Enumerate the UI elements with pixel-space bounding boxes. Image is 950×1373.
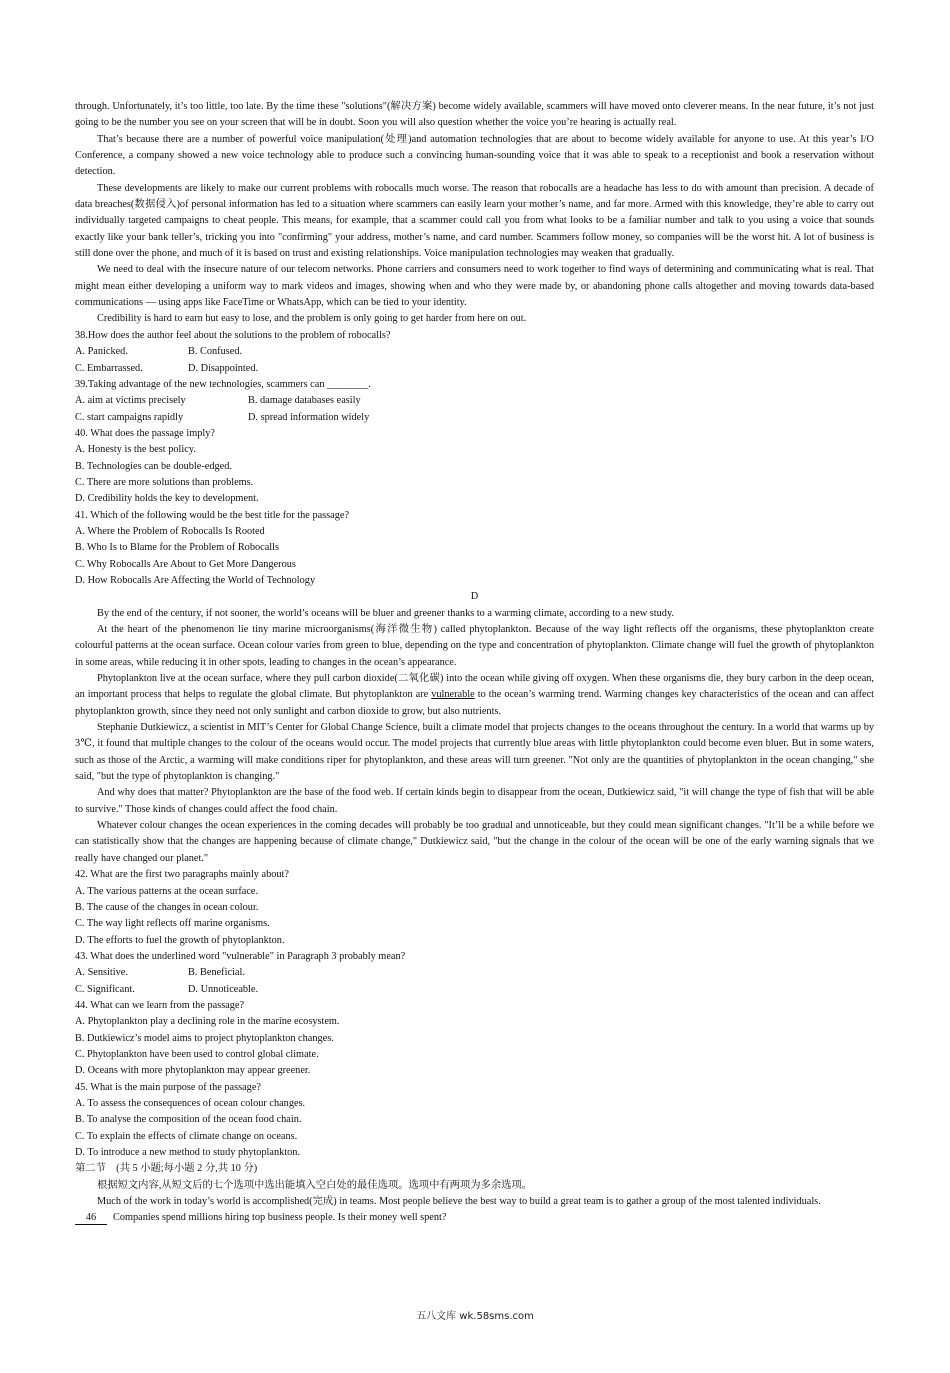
question-39-stem: 39.Taking advantage of the new technologies, scammers can ________. bbox=[75, 378, 371, 390]
q44-option-c[interactable]: C. Phytoplankton have been used to control global climate. bbox=[75, 1048, 319, 1060]
q43-option-c[interactable]: C. Significant. bbox=[75, 983, 135, 995]
q42-option-a[interactable]: A. The various patterns at the ocean surface. bbox=[75, 885, 259, 897]
q42-option-d[interactable]: D. The efforts to fuel the growth of phytoplankton. bbox=[75, 934, 285, 946]
passage-e-text: Companies spend millions hiring top business people. Is their money well spent? bbox=[113, 1212, 447, 1224]
question-38-options-row bbox=[75, 344, 874, 360]
underlined-word-vulnerable: vulnerable bbox=[431, 689, 475, 701]
q38-option-c[interactable]: C. Embarrassed. bbox=[75, 362, 143, 374]
question-41-stem: 41. Which of the following would be the best title for the passage? bbox=[75, 509, 350, 521]
passage-d-paragraph-3 bbox=[75, 671, 874, 720]
passage-d-paragraph-6: Whatever colour changes the ocean experiences in the coming decades will probably be too gradual and unnoticeable, but they could mean significant changes. "It’ll be a while before we can statistically show that the changes are happening because of climate change," Dutkiewicz said, "but the change in the colour of the ocean will be one of the early warning signals that we really have changed our planet." bbox=[75, 820, 874, 864]
q44-option-a[interactable]: A. Phytoplankton play a declining role in the marine ecosystem. bbox=[75, 1016, 340, 1028]
question-44-stem: 44. What can we learn from the passage? bbox=[75, 999, 245, 1011]
question-38-stem: 38.How does the author feel about the solutions to the problem of robocalls? bbox=[75, 329, 391, 341]
question-39-options-row bbox=[75, 410, 874, 426]
q39-option-b[interactable]: B. damage databases easily bbox=[248, 395, 361, 407]
q43-option-d[interactable]: D. Unnoticeable. bbox=[188, 983, 259, 995]
question-40-stem: 40. What does the passage imply? bbox=[75, 427, 215, 439]
q45-option-d[interactable]: D. To introduce a new method to study phytoplankton. bbox=[75, 1147, 301, 1158]
document-page bbox=[75, 99, 874, 1227]
q41-option-d[interactable]: D. How Robocalls Are Affecting the World of Technology bbox=[75, 574, 316, 586]
passage-d-paragraph-2: At the heart of the phenomenon lie tiny marine microorganisms(海洋微生物) called phytoplankton. Because of the way light reflects off the organisms, these phytoplankton create colourful patterns at the ocean surface. Ocean colour varies from green to blue, depending on the type and concentration of phytoplankton. Climate change will fuel the growth of phytoplankton in some areas, while reducing it in other spots, leading to changes in the ocean’s appearance. bbox=[75, 624, 874, 668]
passage-d-paragraph-4: Stephanie Dutkiewicz, a scientist in MIT’s Center for Global Change Science, built a climate model that projects changes to the oceans throughout the century. In a world that warms up by 3℃, it found that multiple changes to the colour of the oceans would occur. The model projects that currently blue areas with little phytoplankton could become even bluer. But in some waters, such as those of the Arctic, a warming will make conditions riper for phytoplankton, and these areas will turn greener. "Not only are the quantities of phytoplankton in the ocean changing," she said, "but the type of phytoplankton is changing." bbox=[75, 722, 874, 783]
passage-e-paragraph-2 bbox=[75, 1210, 874, 1226]
q41-option-c[interactable]: C. Why Robocalls Are About to Get More Dangerous bbox=[75, 558, 296, 570]
q41-option-a[interactable]: A. Where the Problem of Robocalls Is Rooted bbox=[75, 525, 265, 537]
q40-option-c[interactable]: C. There are more solutions than problems. bbox=[75, 476, 254, 488]
q42-option-b[interactable]: B. The cause of the changes in ocean colour. bbox=[75, 901, 259, 913]
footer-watermark: 五八文库 wk.58sms.com bbox=[416, 1311, 534, 1322]
q40-option-b[interactable]: B. Technologies can be double-edged. bbox=[75, 460, 232, 472]
q45-option-b[interactable]: B. To analyse the composition of the ocean food chain. bbox=[75, 1114, 302, 1126]
q43-option-a[interactable]: A. Sensitive. bbox=[75, 967, 128, 979]
passage-c-paragraph: These developments are likely to make our current problems with robocalls much worse. The reason that robocalls are a headache has less to do with amount than precision. A decade of data breaches(数据侵入)of personal information has led to a situation where scammers can easily learn your mother’s name, and far more. Armed with this knowledge, they’re able to carry out individually targeted campaigns to cheat people. This means, for example, that a scammer could call you from what looks to be a familiar number and talk to you using a voice that sounds exactly like your bank teller’s, tricking you into "confirming" your address, mother’s name, and card number. Scammers follow money, so companies will be the worst hit. A lot of business is still done over the phone, and much of it is based on trust and existing relationships. Voice manipulation technologies may weaken that gradually. bbox=[75, 182, 874, 260]
question-45-stem: 45. What is the main purpose of the passage? bbox=[75, 1081, 261, 1093]
blank-46[interactable]: 46 bbox=[75, 1211, 107, 1225]
q38-option-a[interactable]: A. Panicked. bbox=[75, 346, 128, 358]
q39-option-d[interactable]: D. spread information widely bbox=[248, 411, 370, 423]
question-39-options-row bbox=[75, 393, 874, 409]
q40-option-d[interactable]: D. Credibility holds the key to development. bbox=[75, 493, 259, 505]
q44-option-b[interactable]: B. Dutkiewicz’s model aims to project phytoplankton changes. bbox=[75, 1032, 334, 1044]
q45-option-c[interactable]: C. To explain the effects of climate change on oceans. bbox=[75, 1130, 298, 1142]
q38-option-d[interactable]: D. Disappointed. bbox=[188, 362, 259, 374]
q42-option-c[interactable]: C. The way light reflects off marine organisms. bbox=[75, 918, 270, 930]
passage-c-paragraph: We need to deal with the insecure nature of our telecom networks. Phone carriers and consumers need to work together to find ways of determining and communicating what is real. That might mean either developing a uniform way to mark videos and images, showing when and who they were made by, or abandoning phone calls altogether and moving towards data-based communications — using apps like FaceTime or WhatsApp, which can be tied to your identity. bbox=[75, 264, 874, 309]
q41-option-b[interactable]: B. Who Is to Blame for the Problem of Robocalls bbox=[75, 542, 280, 554]
q39-option-c[interactable]: C. start campaigns rapidly bbox=[75, 411, 184, 423]
passage-c-paragraph: Credibility is hard to earn but easy to lose, and the problem is only going to get harder from here on out. bbox=[97, 313, 527, 325]
question-38-options-row bbox=[75, 361, 874, 377]
question-42-stem: 42. What are the first two paragraphs mainly about? bbox=[75, 869, 289, 881]
q44-option-d[interactable]: D. Oceans with more phytoplankton may appear greener. bbox=[75, 1065, 311, 1077]
p3-text-after: to the ocean’s warming trend. Warming changes key characteristics of the ocean and can affect phytoplankton growth, since they need not only sunlight and carbon dioxide to grow, but also nutrients. bbox=[75, 689, 874, 717]
passage-d-paragraph-1: By the end of the century, if not sooner, the world’s oceans will be bluer and greener thanks to a warming climate, according to a new study. bbox=[97, 607, 674, 619]
p3-text-before: Phytoplankton live at the ocean surface, where they pull carbon dioxide(二氧化碳) into the ocean while giving off oxygen. When these organisms die, they bury carbon in the deep ocean, an important process that helps to regulate the global climate. But phytoplankton are bbox=[75, 673, 874, 701]
q45-option-a[interactable]: A. To assess the consequences of ocean colour changes. bbox=[75, 1097, 306, 1109]
q39-option-a[interactable]: A. aim at victims precisely bbox=[75, 395, 186, 407]
question-43-options-row bbox=[75, 982, 874, 998]
q38-option-b[interactable]: B. Confused. bbox=[188, 346, 243, 358]
passage-d-label: D bbox=[470, 591, 479, 603]
q43-option-b[interactable]: B. Beneficial. bbox=[188, 967, 245, 979]
question-43-options-row bbox=[75, 965, 874, 981]
passage-e-paragraph-1: Much of the work in today’s world is accomplished(完成) in teams. Most people believe the best way to build a great team is to gather a group of the most talented individuals. bbox=[97, 1196, 821, 1208]
q40-option-a[interactable]: A. Honesty is the best policy. bbox=[75, 444, 196, 456]
section-2-heading: 第二节 (共 5 小题;每小题 2 分,共 10 分) bbox=[75, 1163, 258, 1175]
section-2-instruction: 根据短文内容,从短文后的七个选项中选出能填入空白处的最佳选项。选项中有两项为多余选项。 bbox=[97, 1179, 533, 1191]
passage-d-paragraph-5: And why does that matter? Phytoplankton are the base of the food web. If certain kinds begin to disappear from the ocean, Dutkiewicz said, "it will change the type of fish that will be able to survive." Those kinds of changes could affect the food chain. bbox=[75, 787, 874, 815]
question-43-stem: 43. What does the underlined word "vulnerable" in Paragraph 3 probably mean? bbox=[75, 950, 406, 962]
passage-c-line: through. Unfortunately, it’s too little, too late. By the time these "solutions"(解决方案) become widely available, scammers will have moved onto cleverer means. In the near future, it’s not just going to be the number you see on your screen that will be in doubt. Soon you will also question whether the voice you’re hearing is actually real. bbox=[75, 101, 874, 129]
passage-c-paragraph: That’s because there are a number of powerful voice manipulation(处理)and automation technologies that are about to become widely available for anyone to use. At this year’s I/O Conference, a company showed a new voice technology able to produce such a convincing human-sounding voice that it was able to speak to a receptionist and book a reservation without detection. bbox=[75, 133, 874, 178]
